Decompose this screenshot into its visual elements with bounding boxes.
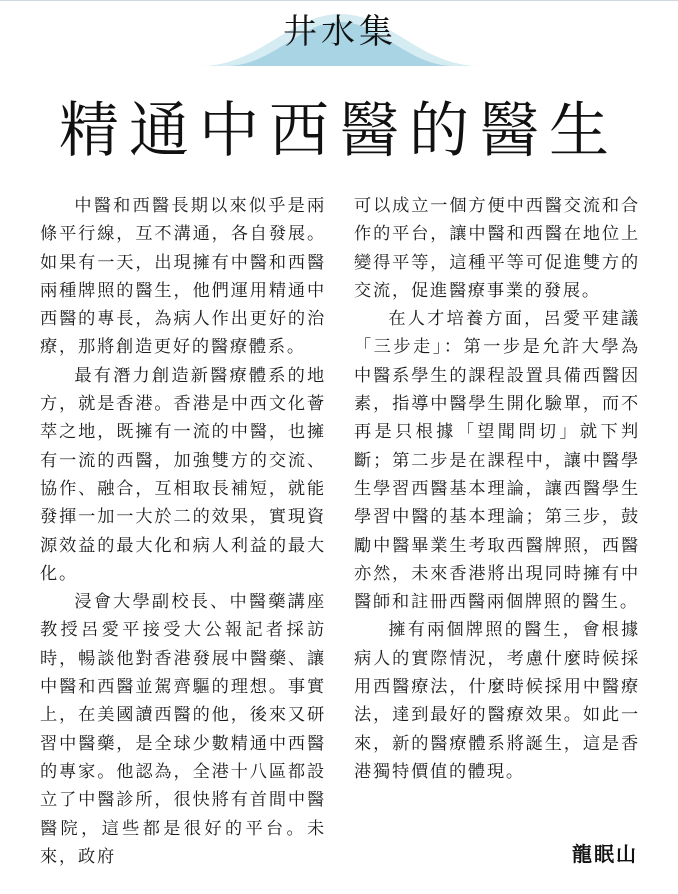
paragraph: 中醫和西醫長期以來似乎是兩條平行線，互不溝通，各自發展。如果有一天，出現擁有中醫和西醫兩種牌照的醫生，他們運用精通中西醫的專長，為病人作出更好的治療，那將創造更好的醫療體系。	[40, 196, 326, 358]
column-badge	[200, 6, 480, 68]
author-byline: 龍眠山	[572, 842, 638, 866]
article-column-left	[40, 192, 326, 871]
headline: 精通中西醫的醫生	[59, 96, 619, 166]
paragraph: 浸會大學副校長、中醫藥講座教授呂愛平接受大公報記者採訪時，暢談他對香港發展中醫藥、讓中醫和西醫並駕齊驅的理想。事實上，在美國讀西醫的他，後來又研習中醫藥，是全球少數精通中西醫的專家。他認為，全港十八區都設立了中醫診所，很快將有首間中醫醫院，這些都是很好的平台。未來，政府	[40, 592, 326, 867]
paragraph: 最有潛力創造新醫療體系的地方，就是香港。香港是中西文化薈萃之地，既擁有一流的中醫，也擁有一流的西醫，加強雙方的交流、協作、融合，互相取長補短，就能發揮一加一大於二的效果，實現資源效益的最大化和病人利益的最大化。	[40, 365, 326, 584]
paragraph: 擁有兩個牌照的醫生，會根據病人的實際情況，考慮什麼時候採用西醫療法，什麼時候採用中醫療法，達到最好的醫療效果。如此一來，新的醫療體系將誕生，這是香港獨特價值的體現。	[354, 620, 640, 782]
article-column-right	[354, 192, 640, 786]
top-rule	[0, 0, 678, 1]
paragraph: 可以成立一個方便中西醫交流和合作的平台，讓中醫和西醫在地位上變得平等，這種平等可促進雙方的交流，促進醫療事業的發展。	[354, 196, 640, 301]
column-name: 井水集	[283, 12, 397, 52]
paragraph: 在人才培養方面，呂愛平建議「三步走」：第一步是允許大學為中醫系學生的課程設置具備西醫因素，指導中醫學生開化驗單，而不再是只根據「望聞問切」就下判斷；第二步是在課程中，讓中醫學生學習西醫基本理論，讓西醫學生學習中醫的基本理論；第三步，鼓勵中醫畢業生考取西醫牌照，西醫亦然，未來香港將出現同時擁有中醫師和註冊西醫兩個牌照的醫生。	[354, 309, 640, 613]
